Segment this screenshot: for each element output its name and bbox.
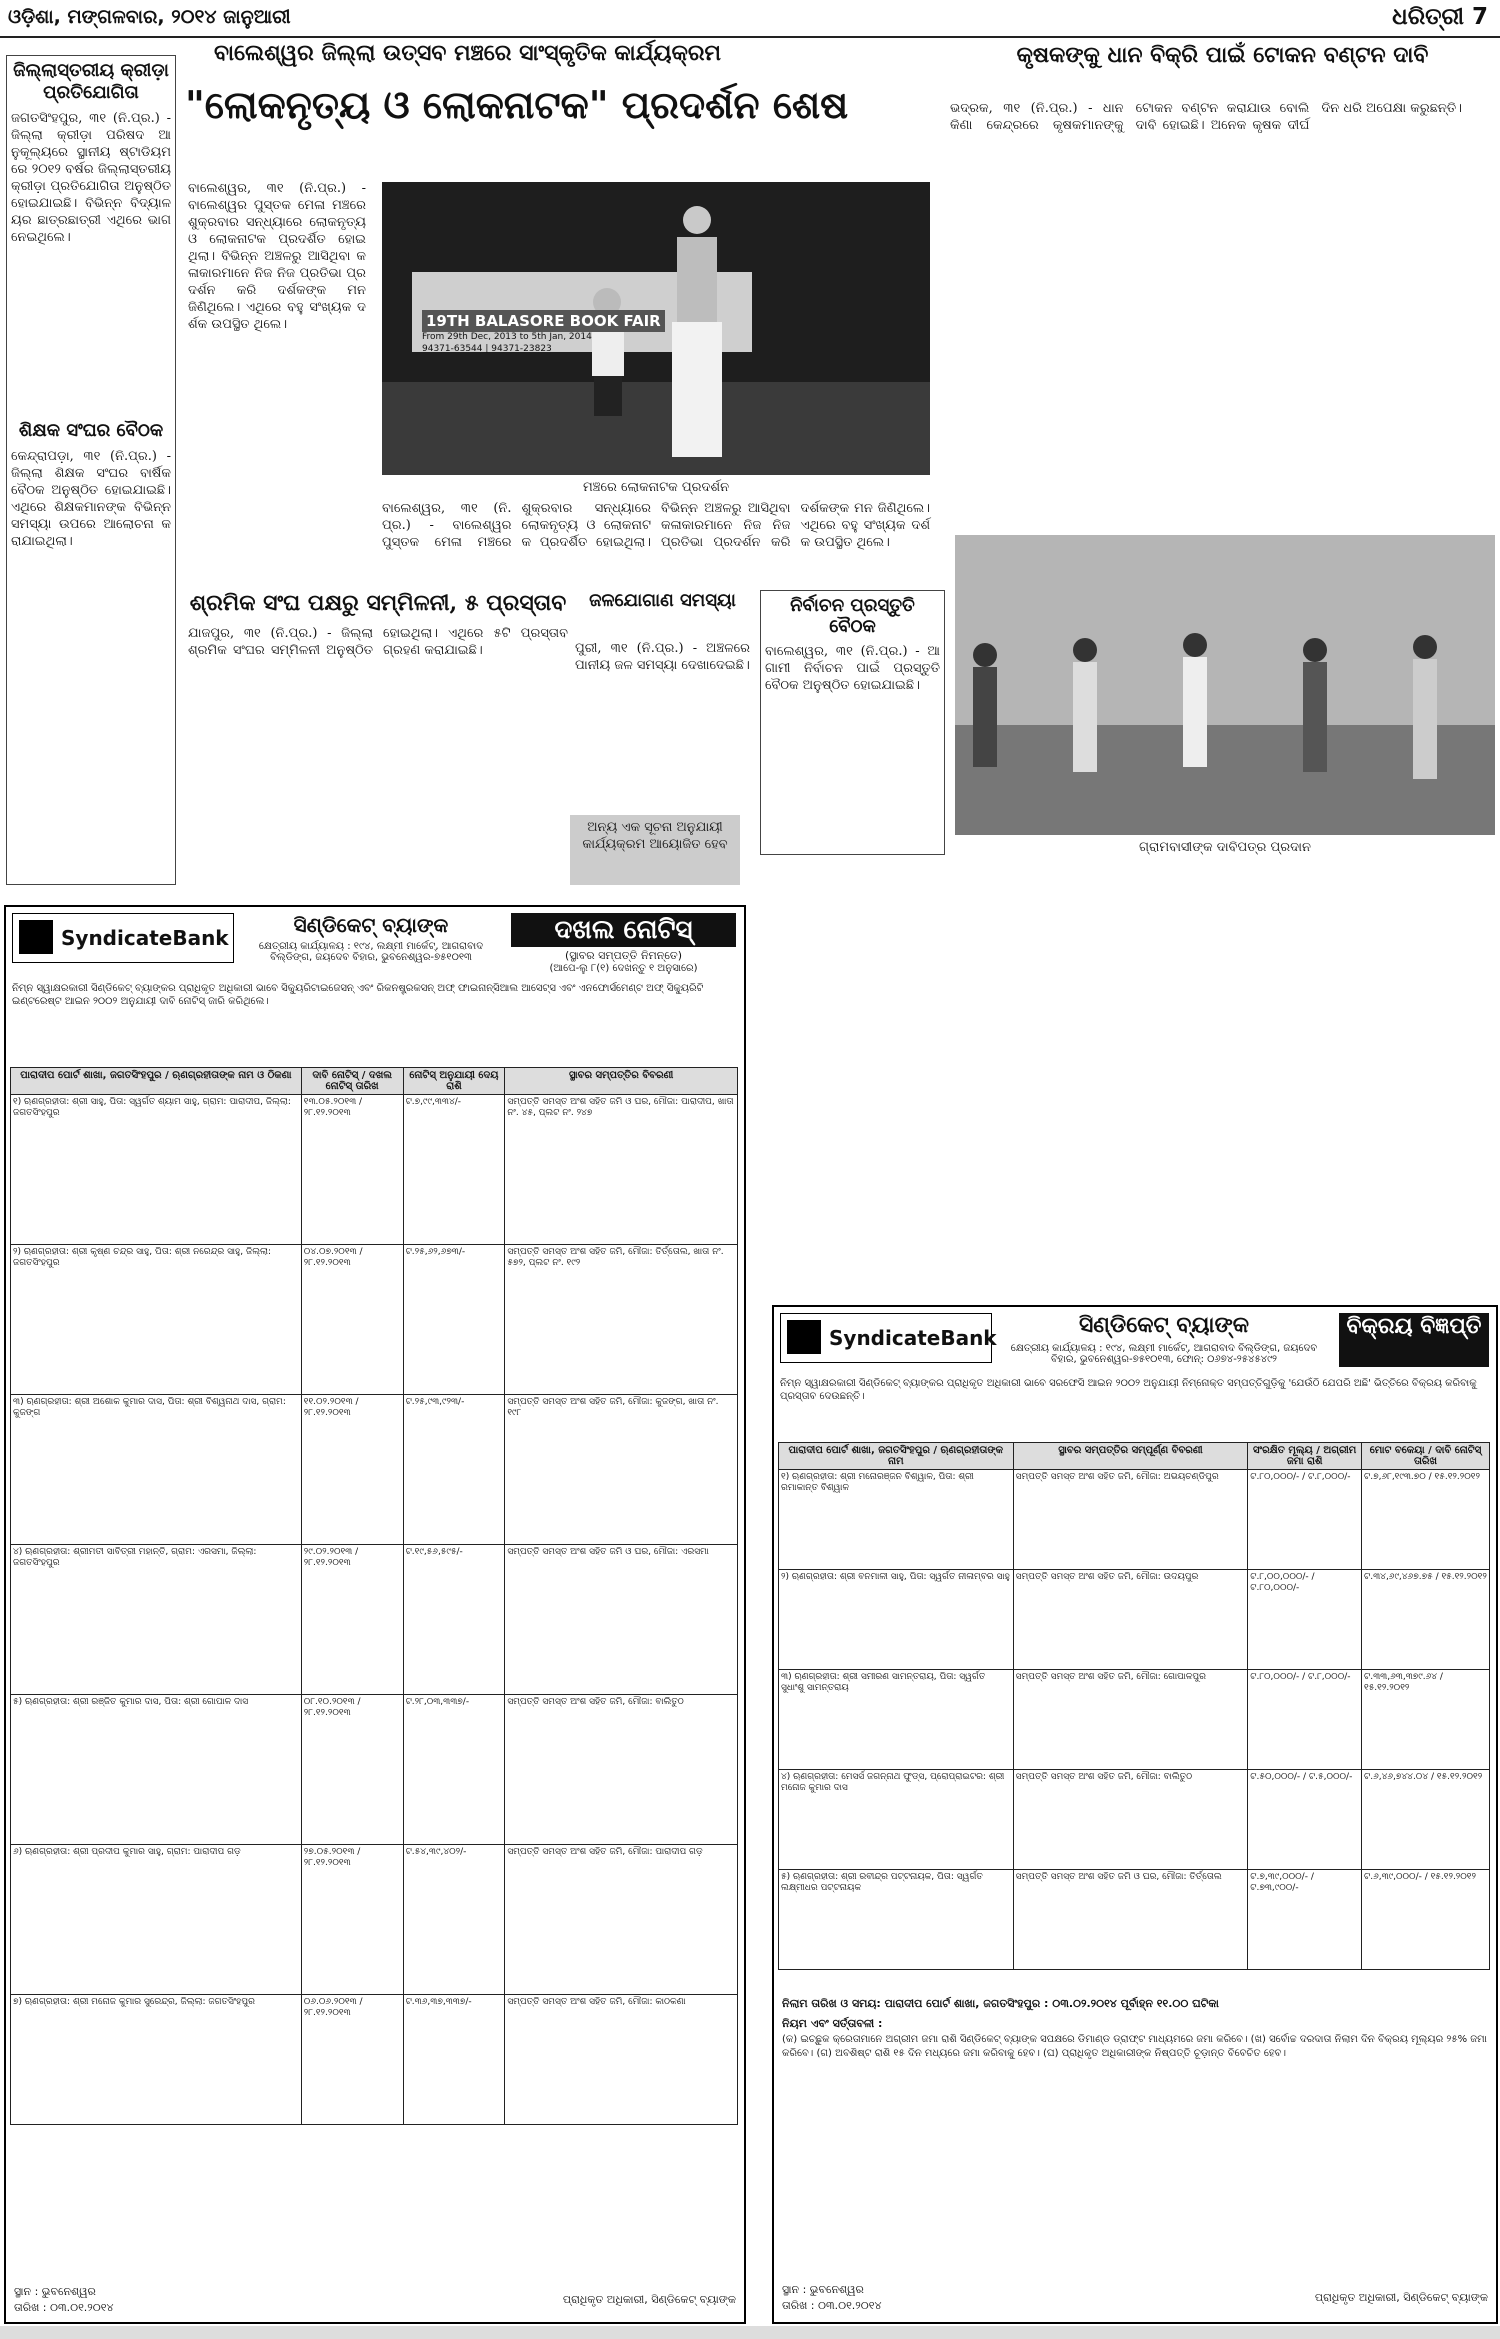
cell: ଟ.୭,୩୯,୦୦୦/- / ଟ.୭୩,୯୦୦/- [1248, 1870, 1362, 1970]
bank-odia-name: ସିଣ୍ଡିକେଟ୍ ବ୍ୟାଙ୍କ [1078, 1313, 1250, 1338]
lead-body-bottom: ବାଲେଶ୍ୱର, ୩୧ (ନି.ପ୍ର.) - ବାଲେଶ୍ୱର ପୁସ୍ତକ ମେଳା ମଞ୍ଚରେ ଶୁକ୍ରବାର ସନ୍ଧ୍ୟାରେ ଲୋକନୃତ୍ୟ ଓ ଲୋକନାଟକ ପ୍ରଦର୍ଶିତ ହୋଇଥିଲା। ବିଭିନ୍ନ ଅଞ୍ଚଳରୁ ଆସିଥିବା କଳାକାରମାନେ ନିଜ ନିଜ ପ୍ରତିଭା ପ୍ରଦର୍ଶନ କରି ଦର୍ଶକଙ୍କ ମନ ଜିଣିଥିଲେ। ଏଥିରେ ବହୁ ସଂଖ୍ୟକ ଦର୍ଶକ ଉପସ୍ଥିତ ଥିଲେ। [382, 501, 930, 550]
sale-table [778, 1442, 1490, 1970]
villagers-photo-caption: ଗ୍ରାମବାସୀଙ୍କ ଦାବିପତ୍ର ପ୍ରଦାନ [1139, 840, 1311, 855]
lead-kicker: ବାଲେଶ୍ୱର ଜିଲ୍ଲା ଉତ୍ସବ ମଞ୍ଚରେ ସାଂସ୍କୃତିକ କାର୍ଯ୍ୟକ୍ରମ [214, 40, 721, 66]
notice-title: ବିକ୍ରୟ ବିଜ୍ଞପ୍ତି [1339, 1313, 1489, 1367]
mid-body-1: ଯାଜପୁର, ୩୧ (ନି.ପ୍ର.) - ଜିଲ୍ଲା ଶ୍ରମିକ ସଂଘର ସମ୍ମିଳନୀ ଅନୁଷ୍ଠିତ ହୋଇଥିଲା। ଏଥିରେ ୫ଟି ପ୍ରସ୍ତାବ ଗ୍ରହଣ କରାଯାଇଛି। [188, 626, 568, 658]
villagers-photo [955, 535, 1495, 835]
sale-table-wrap [778, 1442, 1490, 1970]
cell: ଟ.୩୪,୬୯,୪୬୭.୭୫ / ୧୫.୧୨.୨୦୧୨ [1362, 1570, 1490, 1670]
villagers-scene-image [955, 535, 1495, 835]
mid-body-2: ପୁରୀ, ୩୧ (ନି.ପ୍ର.) - ଅଞ୍ଚଳରେ ପାନୀୟ ଜଳ ସମସ୍ୟା ଦେଖାଦେଇଛି। [575, 641, 750, 673]
cell: ୨୯.୦୨.୨୦୧୩ / ୨୮.୧୨.୨୦୧୩ [301, 1545, 403, 1695]
syndicate-sale-notice [772, 1305, 1498, 2324]
cell: ସମ୍ପତ୍ତି ସମସ୍ତ ଅଂଶ ସହିତ ଜମି, ମୌଜା: ବାଲିତୁଠ [505, 1695, 738, 1845]
photo-banner-text: 19TH BALASORE BOOK FAIR [422, 310, 665, 332]
col-header: ସ୍ଥାବର ସମ୍ପତ୍ତିର ସମ୍ପୂର୍ଣ୍ଣ ବିବରଣୀ [1013, 1443, 1248, 1470]
bank-logo-icon [19, 920, 53, 954]
cell: ଟ.୨୫,୬୨,୬୭୩/- [403, 1245, 505, 1395]
page-footer-bar [0, 2326, 1500, 2339]
cell: ସମ୍ପତ୍ତି ସମସ୍ତ ଅଂଶ ସହିତ ଜମି, ମୌଜା: ତିର୍ତ୍ତୋଲ, ଖାତା ନଂ. ୫୭୨, ପ୍ଲଟ ନଂ. ୧୯୨ [505, 1245, 738, 1395]
notice-signatory: ପ୍ରାଧିକୃତ ଅଧିକାରୀ, ସିଣ୍ଡିକେଟ୍ ବ୍ୟାଙ୍କ [562, 2293, 736, 2306]
bank-name: SyndicateBank [829, 1326, 997, 1350]
cell: ୧୧.୦୨.୨୦୧୩ / ୨୮.୧୨.୨୦୧୩ [301, 1395, 403, 1545]
cell: ୦୪.୦୭.୨୦୧୩ / ୨୮.୧୨.୨୦୧୩ [301, 1245, 403, 1395]
left-story-title: ଜିଲ୍ଲାସ୍ତରୀୟ କ୍ରୀଡ଼ା ପ୍ରତିଯୋଗିତା [13, 60, 169, 103]
mid-info-box: ଅନ୍ୟ ଏକ ସୂଚନା ଅନୁଯାୟୀ କାର୍ଯ୍ୟକ୍ରମ ଆୟୋଜିତ ହେବ [570, 815, 740, 885]
bank-logo [12, 913, 234, 963]
cell: ୩) ଋଣଗ୍ରହୀତା: ଶ୍ରୀ ସମୀରଣ ସାମନ୍ତରାୟ, ପିତା: ସ୍ୱର୍ଗତ ସୁଧାଂଶୁ ସାମନ୍ତରାୟ [779, 1670, 1014, 1770]
cell: ୬) ଋଣଗ୍ରହୀତା: ଶ୍ରୀ ପ୍ରଦୀପ କୁମାର ସାହୁ, ଗ୍ରାମ: ପାରାଦୀପ ଗଡ଼ [11, 1845, 302, 1995]
right-top-body: ଭଦ୍ରକ, ୩୧ (ନି.ପ୍ର.) - ଧାନ କିଣା କେନ୍ଦ୍ରରେ କୃଷକମାନଙ୍କୁ ଟୋକନ ବଣ୍ଟନ କରାଯାଉ ବୋଲି ଦାବି ହୋଇଛି। ଅନେକ କୃଷକ ଦୀର୍ଘ ଦିନ ଧରି ଅପେକ୍ଷା କରୁଛନ୍ତି। [950, 101, 1463, 133]
notice-subtitle: (ସ୍ଥାବର ସମ୍ପତ୍ତି ନିମନ୍ତେ) [565, 949, 682, 962]
table-row [11, 1245, 738, 1395]
cell: ଟ.୮,୦୦,୦୦୦/- / ଟ.୮୦,୦୦୦/- [1248, 1570, 1362, 1670]
col-header: ମୋଟ ବକେୟା / ଦାବି ନୋଟିସ୍ ତାରିଖ [1362, 1443, 1490, 1470]
left-story-body: ଜଗତସିଂହପୁର, ୩୧ (ନି.ପ୍ର.) - ଜିଲ୍ଲା କ୍ରୀଡ଼ା ପରିଷଦ ଆନୁକୂଲ୍ୟରେ ସ୍ଥାନୀୟ ଷ୍ଟାଡିୟମରେ ୨୦୧୨ ବର୍ଷର ଜିଲ୍ଲାସ୍ତରୀୟ କ୍ରୀଡ଼ା ପ୍ରତିଯୋଗିତା ଅନୁଷ୍ଠିତ ହୋଇଯାଇଛି। ବିଭିନ୍ନ ବିଦ୍ୟାଳୟର ଛାତ୍ରଛାତ୍ରୀ ଏଥିରେ ଭାଗ ନେଇଥିଲେ। [11, 111, 171, 245]
cell: ଟ.୬,୪୬,୭୪୪.୦୪ / ୧୫.୧୨.୨୦୧୨ [1362, 1770, 1490, 1870]
bank-office-address: କ୍ଷେତ୍ରୀୟ କାର୍ଯ୍ୟାଳୟ : ୧୯୪, ଲକ୍ଷ୍ମୀ ମାର୍କେଟ୍, ଆଗରାବାଦ ବିଲ୍ଡିଙ୍ଗ, ଜୟଦେବ ବିହାର, ଭୁବନେଶ୍ୱର-୭୫୧୦୧୩ [258, 941, 484, 963]
cell: ୭) ଋଣଗ୍ରହୀତା: ଶ୍ରୀ ମନୋଜ କୁମାର ସୁରେନ୍ଦ୍ର, ଜିଲ୍ଲା: ଜଗତସିଂହପୁର [11, 1995, 302, 2125]
notice-date: ତାରିଖ : ୦୩.୦୧.୨୦୧୪ [782, 2299, 882, 2312]
table-header-row [11, 1068, 738, 1095]
cell: ଟ.୫୪,୩୯,୪୦୨/- [403, 1845, 505, 1995]
cell: ଟ.୮୦,୦୦୦/- / ଟ.୮,୦୦୦/- [1248, 1470, 1362, 1570]
cell: ଟ.୩୩,୬୩,୩୭୯.୬୪ / ୧୫.୧୨.୨୦୧୨ [1362, 1670, 1490, 1770]
table-row [11, 1395, 738, 1545]
col-header: ଦାବି ନୋଟିସ୍ / ଦଖଲ ନୋଟିସ୍ ତାରିଖ [301, 1068, 403, 1095]
auction-schedule: ନିଲାମ ତାରିଖ ଓ ସମୟ: ପାରାଦୀପ ପୋର୍ଟ ଶାଖା, ଜଗତସିଂହପୁର : ୦୩.୦୨.୨୦୧୪ ପୂର୍ବାହ୍ନ ୧୧.୦୦ ଘଟିକା [782, 1997, 1219, 2010]
cell: ୧) ଋଣଗ୍ରହୀତା: ଶ୍ରୀ ସାହୁ, ପିତା: ସ୍ୱର୍ଗତ ଶ୍ୟାମ ସାହୁ, ଗ୍ରାମ: ପାରାଦୀପ, ଜିଲ୍ଲା: ଜଗତସିଂହପୁର [11, 1095, 302, 1245]
table-row [779, 1670, 1490, 1770]
notice-intro: ନିମ୍ନ ସ୍ୱାକ୍ଷରକାରୀ ସିଣ୍ଡିକେଟ୍ ବ୍ୟାଙ୍କର ପ୍ରାଧିକୃତ ଅଧିକାରୀ ଭାବେ ସରଫେସି ଆଇନ ୨୦୦୨ ଅନୁଯାୟୀ ନିମ୍ନୋକ୍ତ ସମ୍ପତ୍ତିଗୁଡ଼ିକୁ 'ଯେଉଁଠି ଯେପରି ଅଛି' ଭିତ୍ତିରେ ବିକ୍ରୟ କରିବାକୁ ପ୍ରସ୍ତାବ ଦେଉଛନ୍ତି। [780, 1378, 1477, 1402]
table-row [11, 1545, 738, 1695]
photo-banner-dates: From 29th Dec, 2013 to 5th Jan, 2014 [422, 332, 592, 342]
header-masthead-page: ଧରିତ୍ରୀ 7 [1392, 4, 1488, 30]
table-row [11, 1845, 738, 1995]
left-story2-title: ଶିକ୍ଷକ ସଂଘର ବୈଠକ [18, 420, 164, 441]
syndicate-possession-notice [4, 905, 746, 2324]
table-row [779, 1570, 1490, 1670]
bank-logo-icon [787, 1320, 821, 1354]
cell: ୦୮.୧୦.୨୦୧୩ / ୨୮.୧୨.୨୦୧୩ [301, 1695, 403, 1845]
cell: ସମ୍ପତ୍ତି ସମସ୍ତ ଅଂଶ ସହିତ ଜମି ଓ ଘର, ମୌଜା: ପାରାଦୀପ, ଖାତା ନଂ. ୪୫, ପ୍ଲଟ ନଂ. ୨୪୭ [505, 1095, 738, 1245]
notice-title: ଦଖଲ ନୋଟିସ୍ [511, 913, 736, 947]
col-header: ପାରାଦୀପ ପୋର୍ଟ ଶାଖା, ଜଗତସିଂହପୁର / ଋଣଗ୍ରହୀତାଙ୍କ ନାମ [779, 1443, 1014, 1470]
table-row [779, 1470, 1490, 1570]
table-row [11, 1095, 738, 1245]
cell: ୨୭.୦୫.୨୦୧୩ / ୨୮.୧୨.୨୦୧୩ [301, 1845, 403, 1995]
col-header: ସ୍ଥାବର ସମ୍ପତ୍ତିର ବିବରଣୀ [505, 1068, 738, 1095]
mid-headline-3: ନିର୍ବାଚନ ପ୍ରସ୍ତୁତି ବୈଠକ [790, 595, 915, 637]
cell: ଟ.୭,୬୮,୧୯୩.୭୦ / ୧୫.୧୨.୨୦୧୨ [1362, 1470, 1490, 1570]
table-row [779, 1870, 1490, 1970]
bank-odia-name: ସିଣ୍ଡିକେଟ୍ ବ୍ୟାଙ୍କ [293, 913, 449, 937]
table-row [11, 1995, 738, 2125]
cell: ୧) ଋଣଗ୍ରହୀତା: ଶ୍ରୀ ମନୋରଞ୍ଜନ ବିଶ୍ୱାଳ, ପିତା: ଶ୍ରୀ ରମାକାନ୍ତ ବିଶ୍ୱାଳ [779, 1470, 1014, 1570]
table-row [779, 1770, 1490, 1870]
cell: ୦୬.୦୬.୨୦୧୩ / ୨୮.୧୨.୨୦୧୩ [301, 1995, 403, 2125]
lead-headline: "ଲୋକନୃତ୍ୟ ଓ ଲୋକନାଟକ" ପ୍ରଦର୍ଶନ ଶେଷ [185, 82, 849, 127]
photo-banner-phone: 94371-63544 | 94371-23823 [422, 344, 552, 354]
bank-office-address: କ୍ଷେତ୍ରୀୟ କାର୍ଯ୍ୟାଳୟ : ୧୯୪, ଲକ୍ଷ୍ମୀ ମାର୍କେଟ୍, ଆଗରାବାଦ ବିଲ୍ଡିଙ୍ଗ, ଜୟଦେବ ବିହାର, ଭୁବନେଶ୍ୱର-୭୫୧୦୧୩, ଫୋନ୍: ୦୬୭୪-୨୫୪୫୪୯୨ [1010, 1343, 1318, 1365]
cell: ସମ୍ପତ୍ତି ସମସ୍ତ ଅଂଶ ସହିତ ଜମି, ମୌଜା: ବାଲିତୁଠ [1013, 1770, 1248, 1870]
cell: ୪) ଋଣଗ୍ରହୀତା: ମେସର୍ସ ଜଗନ୍ନାଥ ଫୁଡ୍ସ, ପ୍ରୋପ୍ରାଇଟର: ଶ୍ରୀ ମନୋଜ କୁମାର ଦାସ [779, 1770, 1014, 1870]
cell: ଟ.୧୯,୫୬,୫୯୫/- [403, 1545, 505, 1695]
bank-logo [780, 1313, 997, 1363]
cell: ଟ.୫୦,୦୦୦/- / ଟ.୫,୦୦୦/- [1248, 1770, 1362, 1870]
cell: ୨) ଋଣଗ୍ରହୀତା: ଶ୍ରୀ କୃଷ୍ଣ ଚନ୍ଦ୍ର ସାହୁ, ପିତା: ଶ୍ରୀ ନରେନ୍ଦ୍ର ସାହୁ, ଜିଲ୍ଲା: ଜଗତସିଂହପୁର [11, 1245, 302, 1395]
cell: ଟ.୬,୩୯,୦୦୦/- / ୧୫.୧୨.୨୦୧୨ [1362, 1870, 1490, 1970]
right-top-title: କୃଷକଙ୍କୁ ଧାନ ବିକ୍ରି ପାଇଁ ଟୋକନ ବଣ୍ଟନ ଦାବି [1016, 42, 1429, 68]
cell: ସମ୍ପତ୍ତି ସମସ୍ତ ଅଂଶ ସହିତ ଜମି, ମୌଜା: କୁଜଙ୍ଗ, ଖାତା ନଂ. ୧୯୮ [505, 1395, 738, 1545]
lead-photo [382, 182, 930, 475]
col-header: ସଂରକ୍ଷିତ ମୂଲ୍ୟ / ଅଗ୍ରୀମ ଜମା ରାଶି [1248, 1443, 1362, 1470]
cell: ସମ୍ପତ୍ତି ସମସ୍ତ ଅଂଶ ସହିତ ଜମି, ମୌଜା: ପାରାଦୀପ ଗଡ଼ [505, 1845, 738, 1995]
cell: ସମ୍ପତ୍ତି ସମସ୍ତ ଅଂଶ ସହିତ ଜମି, ମୌଜା: ଗୋପାଳପୁର [1013, 1670, 1248, 1770]
notice-place: ସ୍ଥାନ : ଭୁବନେଶ୍ୱର [782, 2283, 864, 2296]
table-row [11, 1695, 738, 1845]
header-date: ଓଡ଼ିଶା, ମଙ୍ଗଳବାର, ୨୦୧୪ ଜାନୁଆରୀ [8, 6, 291, 28]
notice-intro: ନିମ୍ନ ସ୍ୱାକ୍ଷରକାରୀ ସିଣ୍ଡିକେଟ୍ ବ୍ୟାଙ୍କର ପ୍ରାଧିକୃତ ଅଧିକାରୀ ଭାବେ ସିକ୍ୟୁରିଟାଇଜେସନ୍ ଏବଂ ରିକନଷ୍ଟ୍ରକସନ୍ ଅଫ୍ ଫାଇନାନ୍ସିଆଲ ଆସେଟ୍ସ ଏବଂ ଏନଫୋର୍ସମେଣ୍ଟ ଅଫ୍ ସିକ୍ୟୁରିଟି ଇଣ୍ଟରେଷ୍ଟ ଆଇନ ୨୦୦୨ ଅନୁଯାୟୀ ଦାବି ନୋଟିସ୍ ଜାରି କରିଥିଲେ। [12, 983, 704, 1007]
cell: ସମ୍ପତ୍ତି ସମସ୍ତ ଅଂଶ ସହିତ ଜମି, ମୌଜା: କାଠକଣା [505, 1995, 738, 2125]
lead-body-left: ବାଲେଶ୍ୱର, ୩୧ (ନି.ପ୍ର.) - ବାଲେଶ୍ୱର ପୁସ୍ତକ ମେଳା ମଞ୍ଚରେ ଶୁକ୍ରବାର ସନ୍ଧ୍ୟାରେ ଲୋକନୃତ୍ୟ ଓ ଲୋକନାଟକ ପ୍ରଦର୍ଶିତ ହୋଇଥିଲା। ବିଭିନ୍ନ ଅଞ୍ଚଳରୁ ଆସିଥିବା କଳାକାରମାନେ ନିଜ ନିଜ ପ୍ରତିଭା ପ୍ରଦର୍ଶନ କରି ଦର୍ଶକଙ୍କ ମନ ଜିଣିଥିଲେ। ଏଥିରେ ବହୁ ସଂଖ୍ୟକ ଦର୍ଶକ ଉପସ୍ଥିତ ଥିଲେ। [188, 181, 366, 332]
cell: ସମ୍ପତ୍ତି ସମସ୍ତ ଅଂଶ ସହିତ ଜମି, ମୌଜା: ଅଭୟଚଣ୍ଡିପୁର [1013, 1470, 1248, 1570]
possession-table-wrap [10, 1067, 738, 2125]
bank-name: SyndicateBank [61, 926, 229, 950]
cell: ଟ.୭,୯୯,୩୩୪/- [403, 1095, 505, 1245]
mid-headline-2: ଜଳଯୋଗାଣ ସମସ୍ୟା [589, 590, 736, 611]
left-column [6, 55, 176, 885]
lead-photo-caption: ମଞ୍ଚରେ ଲୋକନାଟକ ପ୍ରଦର୍ଶନ [582, 480, 730, 495]
terms-body: (କ) ଇଚ୍ଛୁକ କ୍ରେତାମାନେ ଅଗ୍ରୀମ ଜମା ରାଶି ସିଣ୍ଡିକେଟ୍ ବ୍ୟାଙ୍କ ସପକ୍ଷରେ ଡିମାଣ୍ଡ ଡ୍ରାଫ୍ଟ ମାଧ୍ୟମରେ ଜମା କରିବେ। (ଖ) ସର୍ବୋଚ୍ଚ ଦରଦାତା ନିଲାମ ଦିନ ବିକ୍ରୟ ମୂଲ୍ୟର ୨୫% ଜମା କରିବେ। (ଗ) ଅବଶିଷ୍ଟ ରାଶି ୧୫ ଦିନ ମଧ୍ୟରେ ଜମା କରିବାକୁ ହେବ। (ଘ) ପ୍ରାଧିକୃତ ଅଧିକାରୀଙ୍କ ନିଷ୍ପତ୍ତି ଚୂଡ଼ାନ୍ତ ବିବେଚିତ ହେବ। [782, 2034, 1487, 2059]
cell: ୪) ଋଣଗ୍ରହୀତା: ଶ୍ରୀମତୀ ସାବିତ୍ରୀ ମହାନ୍ତି, ଗ୍ରାମ: ଏରସମା, ଜିଲ୍ଲା: ଜଗତସିଂହପୁର [11, 1545, 302, 1695]
left-story2-body: କେନ୍ଦ୍ରାପଡ଼ା, ୩୧ (ନି.ପ୍ର.) - ଜିଲ୍ଲା ଶିକ୍ଷକ ସଂଘର ବାର୍ଷିକ ବୈଠକ ଅନୁଷ୍ଠିତ ହୋଇଯାଇଛି। ଏଥିରେ ଶିକ୍ଷକମାନଙ୍କ ବିଭିନ୍ନ ସମସ୍ୟା ଉପରେ ଆଲୋଚନା କରାଯାଇଥିଲା। [11, 449, 171, 549]
terms-title: ନିୟମ ଏବଂ ସର୍ତ୍ତାବଳୀ : [782, 2017, 883, 2030]
page-header [0, 0, 1500, 38]
notice-date: ତାରିଖ : ୦୩.୦୧.୨୦୧୪ [14, 2301, 114, 2314]
mid-body-3: ବାଲେଶ୍ୱର, ୩୧ (ନି.ପ୍ର.) - ଆଗାମୀ ନିର୍ବାଚନ ପାଇଁ ପ୍ରସ୍ତୁତି ବୈଠକ ଅନୁଷ୍ଠିତ ହୋଇଯାଇଛି। [765, 644, 940, 693]
cell: ଟ.୨୮,୦୩,୩୩୭/- [403, 1695, 505, 1845]
table-header-row [779, 1443, 1490, 1470]
cell: ୧୩.୦୫.୨୦୧୩ / ୨୮.୧୨.୨୦୧୩ [301, 1095, 403, 1245]
cell: ସମ୍ପତ୍ତି ସମସ୍ତ ଅଂଶ ସହିତ ଜମି ଓ ଘର, ମୌଜା: ଏରସମା [505, 1545, 738, 1695]
notice-rule: (ଆପେ-ଲୁ ୮(୧) ଦେଖନ୍ତୁ ୧ ଅନୁସାରେ) [549, 963, 698, 974]
cell: ଟ.୨୫,୯୩,୯୨୩/- [403, 1395, 505, 1545]
possession-table [10, 1067, 738, 2125]
cell: ୩) ଋଣଗ୍ରହୀତା: ଶ୍ରୀ ଅଶୋକ କୁମାର ଦାସ, ପିତା: ଶ୍ରୀ ବିଶ୍ୱନାଥ ଦାସ, ଗ୍ରାମ: କୁଜଙ୍ଗ [11, 1395, 302, 1545]
cell: ଟ.୩୬,୩୭,୩୩୭/- [403, 1995, 505, 2125]
col-header: ପାରାଦୀପ ପୋର୍ଟ ଶାଖା, ଜଗତସିଂହପୁର / ଋଣଗ୍ରହୀତାଙ୍କ ନାମ ଓ ଠିକଣା [11, 1068, 302, 1095]
cell: ସମ୍ପତ୍ତି ସମସ୍ତ ଅଂଶ ସହିତ ଜମି, ମୌଜା: ଉଦୟପୁର [1013, 1570, 1248, 1670]
col-header: ନୋଟିସ୍ ଅନୁଯାୟୀ ଦେୟ ରାଶି [403, 1068, 505, 1095]
cell: ୫) ଋଣଗ୍ରହୀତା: ଶ୍ରୀ ରବୀନ୍ଦ୍ର ପଟ୍ଟନାୟକ, ପିତା: ସ୍ୱର୍ଗତ ଲକ୍ଷ୍ମୀଧର ପଟ୍ଟନାୟକ [779, 1870, 1014, 1970]
cell: ଟ.୮୦,୦୦୦/- / ଟ.୮,୦୦୦/- [1248, 1670, 1362, 1770]
cell: ସମ୍ପତ୍ତି ସମସ୍ତ ଅଂଶ ସହିତ ଜମି ଓ ଘର, ମୌଜା: ତିର୍ତ୍ତୋଲ [1013, 1870, 1248, 1970]
mid-headline-1: ଶ୍ରମିକ ସଂଘ ପକ୍ଷରୁ ସମ୍ମିଳନୀ, ୫ ପ୍ରସ୍ତାବ [189, 590, 567, 616]
notice-signatory: ପ୍ରାଧିକୃତ ଅଧିକାରୀ, ସିଣ୍ଡିକେଟ୍ ବ୍ୟାଙ୍କ [1314, 2291, 1488, 2304]
cell: ୫) ଋଣଗ୍ରହୀତା: ଶ୍ରୀ ରଞ୍ଜିତ କୁମାର ଦାସ, ପିତା: ଶ୍ରୀ ଗୋପାଳ ଦାସ [11, 1695, 302, 1845]
mid-story-3-box [760, 590, 945, 855]
cell: ୨) ଋଣଗ୍ରହୀତା: ଶ୍ରୀ ବନମାଳୀ ସାହୁ, ପିତା: ସ୍ୱର୍ଗତ ନୀଳାମ୍ବର ସାହୁ [779, 1570, 1014, 1670]
notice-place: ସ୍ଥାନ : ଭୁବନେଶ୍ୱର [14, 2285, 96, 2298]
